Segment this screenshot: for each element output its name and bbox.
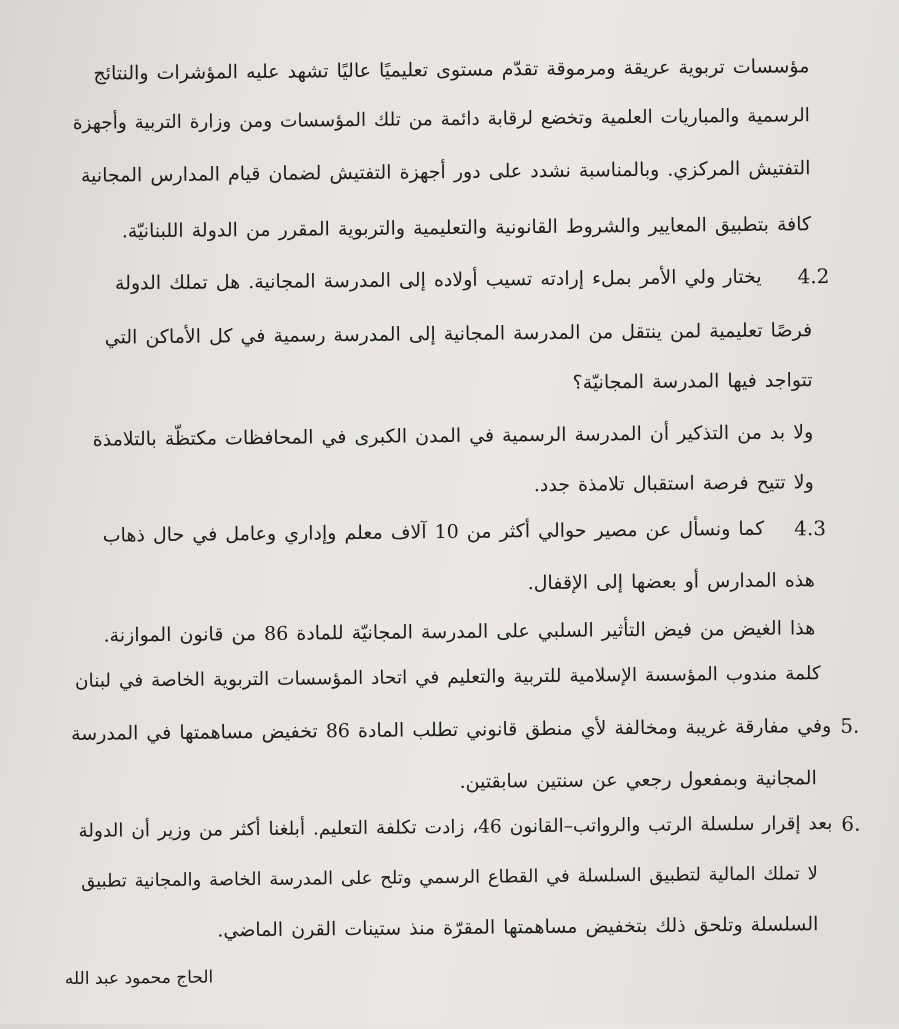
signature: الحاج محمود عبد الله <box>64 967 214 990</box>
text-line-1: مؤسسات تربوية عريقة ومرموقة تقدّم مستوى تعليميًا عاليًا تشهد عليه المؤشرات والنتائج <box>93 55 810 85</box>
item-number-6: 6. <box>841 811 861 836</box>
item-number-4-2: 4.2 <box>797 264 830 289</box>
item-number-5: 5. <box>840 713 860 738</box>
text-line-7: تتواجد فيها المدرسة المجانيّة؟ <box>572 369 813 394</box>
text-line-11: هذه المدارس أو بعضها إلى الإقفال. <box>527 569 815 595</box>
text-line-15: المجانية وبمفعول رجعي عن سنتين سابقتين. <box>459 767 817 793</box>
text-line-8: ولا بد من التذكير أن المدرسة الرسمية في المدن الكبرى في المحافظات مكتظّة بالتلامذة <box>92 421 814 451</box>
text-line-16: بعد إقرار سلسلة الرتب والرواتب–القانون 46، زادت تكلفة التعليم. أبلغنا أكثر من وزير أن الدولة <box>78 813 833 842</box>
item-number-4-3: 4.3 <box>794 516 827 541</box>
text-line-12: هذا الغيض من فيض التأثير السلبي على المدرسة المجانيّة للمادة 86 من قانون الموازنة. <box>103 617 816 647</box>
text-line-13: كلمة مندوب المؤسسة الإسلامية للتربية والتعليم في اتحاد المؤسسات التربوية الخاصة في لبنان <box>74 663 821 692</box>
text-line-2: الرسمية والمباريات العلمية وتخضع لرقابة دائمة من تلك المؤسسات ومن وزارة التربية وأجهزة <box>72 105 810 134</box>
text-line-4: كافة بتطبيق المعايير والشروط القانونية والتعليمية والتربوية المقرر من الدولة اللبنانيّة. <box>121 213 812 243</box>
text-line-5: يختار ولي الأمر بملء إرادته تسيب أولاده إلى المدرسة المجانية. هل تملك الدولة <box>114 265 762 295</box>
text-line-3: التفتيش المركزي. وبالمناسبة نشدد على دور أجهزة التفتيش لضمان قيام المدارس المجانية <box>80 157 811 187</box>
text-line-9: ولا تتيح فرصة استقبال تلامذة جدد. <box>533 471 814 497</box>
text-line-10: كما ونسأل عن مصير حوالي أكثر من 10 آلاف معلم وإداري وعامل في حال ذهاب <box>102 517 765 547</box>
text-line-6: فرصًا تعليمية لمن ينتقل من المدرسة المجانية إلى المدرسة رسمية في كل الأماكن التي <box>104 319 813 349</box>
text-line-17: لا تملك المالية لتطبيق السلسلة في القطاع الرسمي وتلح على المدرسة الخاصة والمجانية تطبيق <box>81 863 818 892</box>
text-line-18: السلسلة وتلحق ذلك بتخفيض مساهمتها المقرّة منذ ستينات القرن الماضي. <box>217 913 819 942</box>
text-line-14: وفي مفارقة غريبة ومخالفة لأي منطق قانوني تطلب المادة 86 تخفيض مساهمتها في المدرسة <box>70 715 832 745</box>
